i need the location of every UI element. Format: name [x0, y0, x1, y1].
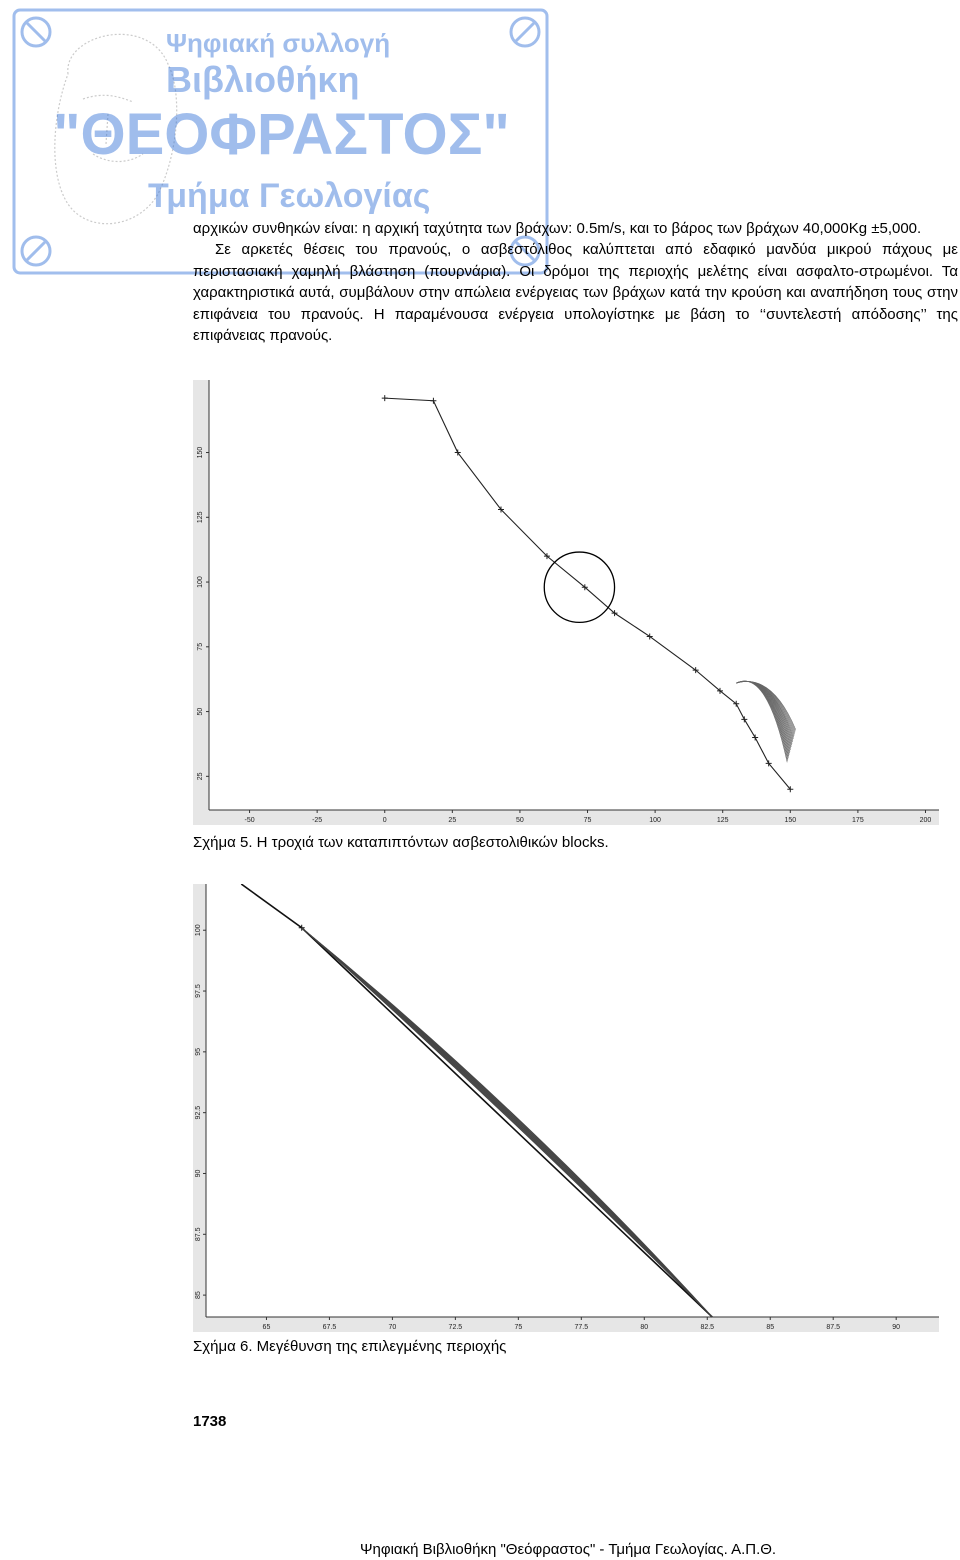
fig5-y-tick-label: 25: [197, 772, 204, 781]
fig6-y-tick-label: 100: [195, 924, 202, 937]
fig6-x-tick-label: 75: [514, 1324, 523, 1331]
fig5-x-tick-label: -50: [244, 817, 255, 824]
fig5-x-tick-label: -25: [312, 817, 323, 824]
fig5-x-axis-band: [193, 810, 939, 825]
fig5-background: [193, 380, 939, 825]
fig6-y-tick-label: 95: [195, 1047, 202, 1056]
figure-6-caption: Σχήμα 6. Μεγέθυνση της επιλεγμένης περιοχής: [193, 1338, 507, 1355]
fig6-y-tick-label: 85: [195, 1291, 202, 1300]
figure-5-chart: [193, 380, 939, 825]
fig5-x-tick-label: 150: [784, 817, 797, 824]
fig5-y-tick-label: 50: [197, 707, 204, 716]
fig5-y-tick-label: 75: [197, 642, 204, 651]
fig5-y-tick-label: 100: [197, 576, 204, 588]
fig6-y-tick-label: 87.5: [195, 1227, 202, 1242]
fig5-x-tick-label: 50: [516, 817, 524, 824]
fig6-x-tick-label: 70: [388, 1324, 397, 1331]
figure-5-caption: Σχήμα 5. Η τροχιά των καταπιπτόντων ασβεστολιθικών blocks.: [193, 834, 609, 851]
fig5-x-tick-label: 75: [583, 817, 592, 824]
paragraph-2: Σε αρκετές θέσεις του πρανούς, ο ασβεστόλιθος καλύπτεται από εδαφικό μανδύα μικρού πάχους με περιστασιακή χαμηλή βλάστηση (πουρνάρια). Οι δρόμοι της περιοχής μελέτης είναι ασφαλτο-στρωμένοι. Τα χαρακτηριστικά αυτά, συμβάλουν στην απώλεια ενέργειας των βράχων κατά την κρούση και αναπήδηση τους στην επιφάνεια του πρανούς. Η παραμένουσα ενέργεια υπολογίστηκε με βάση το ‘‘συντελεστή απόδοσης’’ της επιφάνειας πρανούς.: [193, 241, 958, 345]
figure-5: [193, 380, 939, 825]
fig5-x-tick-label: 200: [919, 817, 932, 824]
fig6-y-tick-label: 92.5: [195, 1105, 202, 1120]
page-number: 1738: [193, 1413, 227, 1430]
figure-6: [193, 884, 939, 1332]
paragraph-1: αρχικών συνθηκών είναι: η αρχική ταχύτητα των βράχων: 0.5m/s, και το βάρος των βράχων 40,000Kg ±5,000.: [193, 220, 922, 237]
footer: Ψηφιακή Βιβλιοθήκη "Θεόφραστος" - Τμήμα Γεωλογίας. Α.Π.Θ.: [360, 1541, 777, 1558]
fig5-x-tick-label: 100: [649, 817, 661, 824]
fig5-x-tick-label: 25: [448, 817, 457, 824]
fig6-x-tick-label: 87.5: [826, 1324, 841, 1331]
body-text: [193, 218, 958, 346]
fig6-x-tick-label: 82.5: [700, 1324, 715, 1331]
fig5-x-tick-label: 125: [716, 817, 729, 824]
fig6-x-tick-label: 72.5: [448, 1324, 463, 1331]
figure-6-chart: [193, 884, 939, 1332]
watermark-line-3: "ΘΕΟΦΡΑΣΤΟΣ": [53, 102, 510, 167]
fig6-x-tick-label: 77.5: [574, 1324, 589, 1331]
fig6-x-tick-label: 67.5: [322, 1324, 337, 1331]
fig6-y-tick-label: 90: [195, 1169, 202, 1178]
fig5-x-tick-label: 175: [852, 817, 864, 824]
fig5-x-tick-label: 0: [382, 817, 387, 824]
fig6-x-tick-label: 80: [640, 1324, 649, 1331]
fig6-background: [193, 884, 939, 1332]
fig5-y-tick-label: 125: [197, 511, 204, 524]
fig6-x-tick-label: 65: [262, 1324, 271, 1331]
fig6-x-tick-label: 85: [766, 1324, 775, 1331]
watermark-line-2: Βιβλιοθήκη: [166, 59, 360, 100]
fig6-y-tick-label: 97.5: [195, 984, 202, 998]
watermark-line-1: Ψηφιακή συλλογή: [166, 28, 391, 58]
fig6-x-tick-label: 90: [892, 1324, 901, 1331]
fig5-y-tick-label: 150: [197, 446, 204, 459]
watermark-line-4: Τμήμα Γεωλογίας: [148, 177, 431, 215]
